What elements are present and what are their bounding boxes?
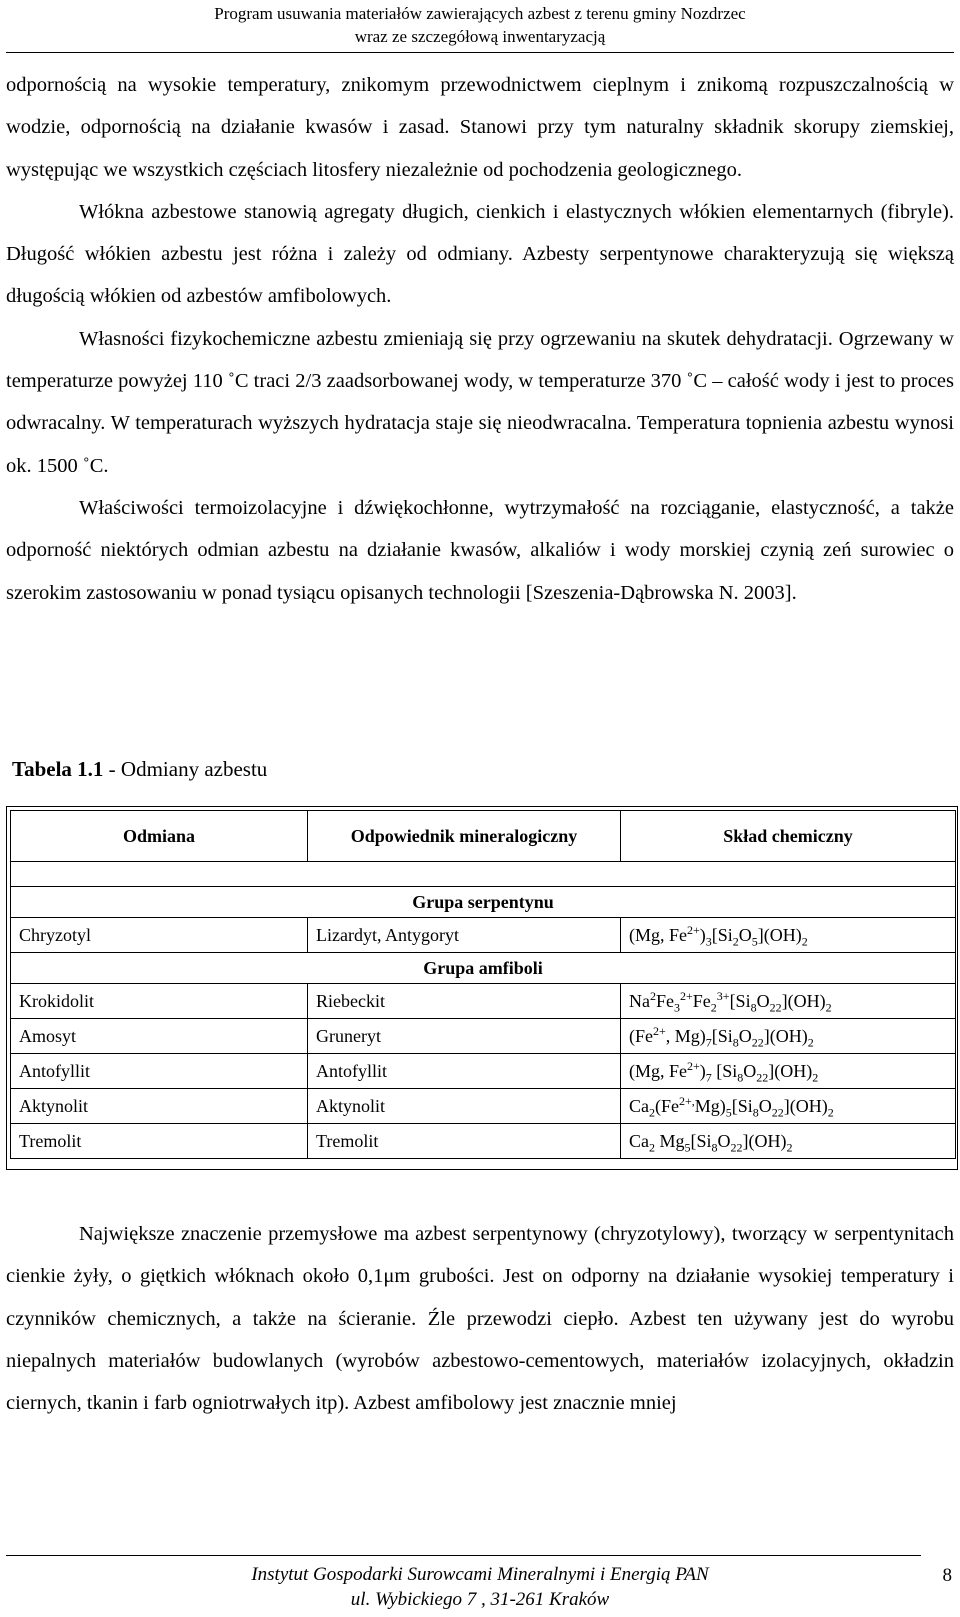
header-odpowiednik: Odpowiednik mineralogiczny [308, 811, 621, 862]
cell-odmiana: Amosyt [11, 1019, 308, 1054]
header-divider [6, 52, 954, 53]
paragraph-1: odpornością na wysokie temperatury, znikomym przewodnictwem cieplnym i znikomą rozpuszczalnością w wodzie, odpornością na działanie kwasów i zasad. Stanowi przy tym naturalny składnik skorupy ziemskiej, występując we wszystkich częściach litosfery niezależnie od pochodzenia geologicznego. [6, 74, 954, 181]
cell-odpowiednik: Lizardyt, Antygoryt [308, 918, 621, 953]
table-row [11, 1089, 956, 1124]
cell-formula: (Mg, $Fe^{2+})_7$ $[Si_8O_{22}](OH)_2$ [621, 1054, 956, 1089]
cell-odpowiednik: Antofyllit [308, 1054, 621, 1089]
header-line-2: wraz ze szczegółową inwentaryzacją [354, 27, 606, 46]
cell-odpowiednik: Gruneryt [308, 1019, 621, 1054]
group-row-serpentine [11, 887, 956, 918]
table-row [11, 918, 956, 953]
group-label-serpentine: Grupa serpentynu [11, 887, 956, 918]
header-sklad: Skład chemiczny [621, 811, 956, 862]
header-line-1: Program usuwania materiałów zawierających azbest z terenu gminy Nozdrzec [214, 4, 746, 23]
footer-line-1: Instytut Gospodarki Surowcami Mineralnymi i Energią PAN [251, 1564, 709, 1585]
paragraph-4: Właściwości termoizolacyjne i dźwiękochłonne, wytrzymałość na rozciąganie, elastyczność, a także odporność niektórych odmian azbestu na działanie kwasów, alkaliów i wody morskiej czynią zeń surowiec o szerokim zastosowaniu w ponad tysiącu opisanych technologii [Szeszenia-Dąbrowska N. 2003]. [6, 496, 954, 604]
table-header-row [11, 811, 956, 862]
table-caption [12, 755, 267, 783]
cell-odmiana: Aktynolit [11, 1089, 308, 1124]
table-row [11, 1019, 956, 1054]
cell-odmiana: Krokidolit [11, 984, 308, 1019]
paragraph-2: Włókna azbestowe stanowią agregaty długich, cienkich i elastycznych włókien elementarnych (fibryle). Długość włókien azbestu jest różna i zależy od odmiany. Azbesty serpentynowe charakteryzują się większą długością włókien od azbestów amfibolowych. [6, 200, 954, 308]
asbestos-varieties-table [10, 810, 956, 1159]
cell-odmiana: Tremolit [11, 1124, 308, 1159]
paragraph-3: Własności fizykochemiczne azbestu zmieniają się przy ogrzewaniu na skutek dehydratacji. Ogrzewany w temperaturze powyżej 110 ˚C traci 2/3 zaadsorbowanej wody, w temperaturze 370 ˚C – całość wody i jest to proces odwracalny. W temperaturach wyższych hydratacja staje się nieodwracalna. Temperatura topnienia azbestu wynosi ok. 1500 ˚C. [6, 327, 954, 477]
table-row [11, 1054, 956, 1089]
table-caption-title: - Odmiany azbestu [103, 757, 268, 781]
table-row [11, 984, 956, 1019]
cell-odpowiednik: Aktynolit [308, 1089, 621, 1124]
paragraph-5: Największe znaczenie przemysłowe ma azbest serpentynowy (chryzotylowy), tworzący w serpentynitach cienkie żyły, o giętkich włóknach około 0,1μm grubości. Jest on odporny na działanie wysokiej temperatury i czynników chemicznych, a także na ścieranie. Źle przewodzi ciepło. Azbest ten używany jest do wyrobu niepalnych materiałów budowlanych (wyrobów azbestowo-cementowych, materiałów izolacyjnych, okładzin ciernych, tkanin i farb ogniotrwałych itp). Azbest amfibolowy jest znacznie mniej [6, 1223, 954, 1415]
table-caption-number: Tabela 1.1 [12, 757, 104, 781]
body-text-top [6, 64, 954, 614]
cell-odmiana: Antofyllit [11, 1054, 308, 1089]
header-odmiana: Odmiana [11, 811, 308, 862]
cell-formula: $Na^2Fe_3^{2+}Fe_2^{3+}[Si_8O_{22}](OH)_2$ [621, 984, 956, 1019]
footer-line-2: ul. Wybickiego 7 , 31-261 Kraków [350, 1589, 610, 1610]
page-number: 8 [942, 1565, 952, 1586]
cell-formula: ($Fe^{2+}$, $Mg)_7[Si_8O_{22}](OH)_2$ [621, 1019, 956, 1054]
table-row [11, 1124, 956, 1159]
group-label-amphibole: Grupa amfiboli [11, 953, 956, 984]
cell-formula: $Ca_2(Fe^{2+,}Mg)_5[Si_8O_{22}](OH)_2$ [621, 1089, 956, 1124]
cell-formula: $Ca_2$ $Mg_5[Si_8O_{22}](OH)_2$ [621, 1124, 956, 1159]
footer-divider [6, 1555, 921, 1556]
group-row-amphibole [11, 953, 956, 984]
page-header [0, 0, 960, 48]
cell-odmiana: Chryzotyl [11, 918, 308, 953]
cell-formula: (Mg, $Fe^{2+})_3[Si_2O_5](OH)_2$ [621, 918, 956, 953]
cell-odpowiednik: Tremolit [308, 1124, 621, 1159]
page-footer [0, 1562, 960, 1612]
table-spacer-row [11, 862, 956, 887]
cell-odpowiednik: Riebeckit [308, 984, 621, 1019]
body-text-bottom [6, 1213, 954, 1424]
